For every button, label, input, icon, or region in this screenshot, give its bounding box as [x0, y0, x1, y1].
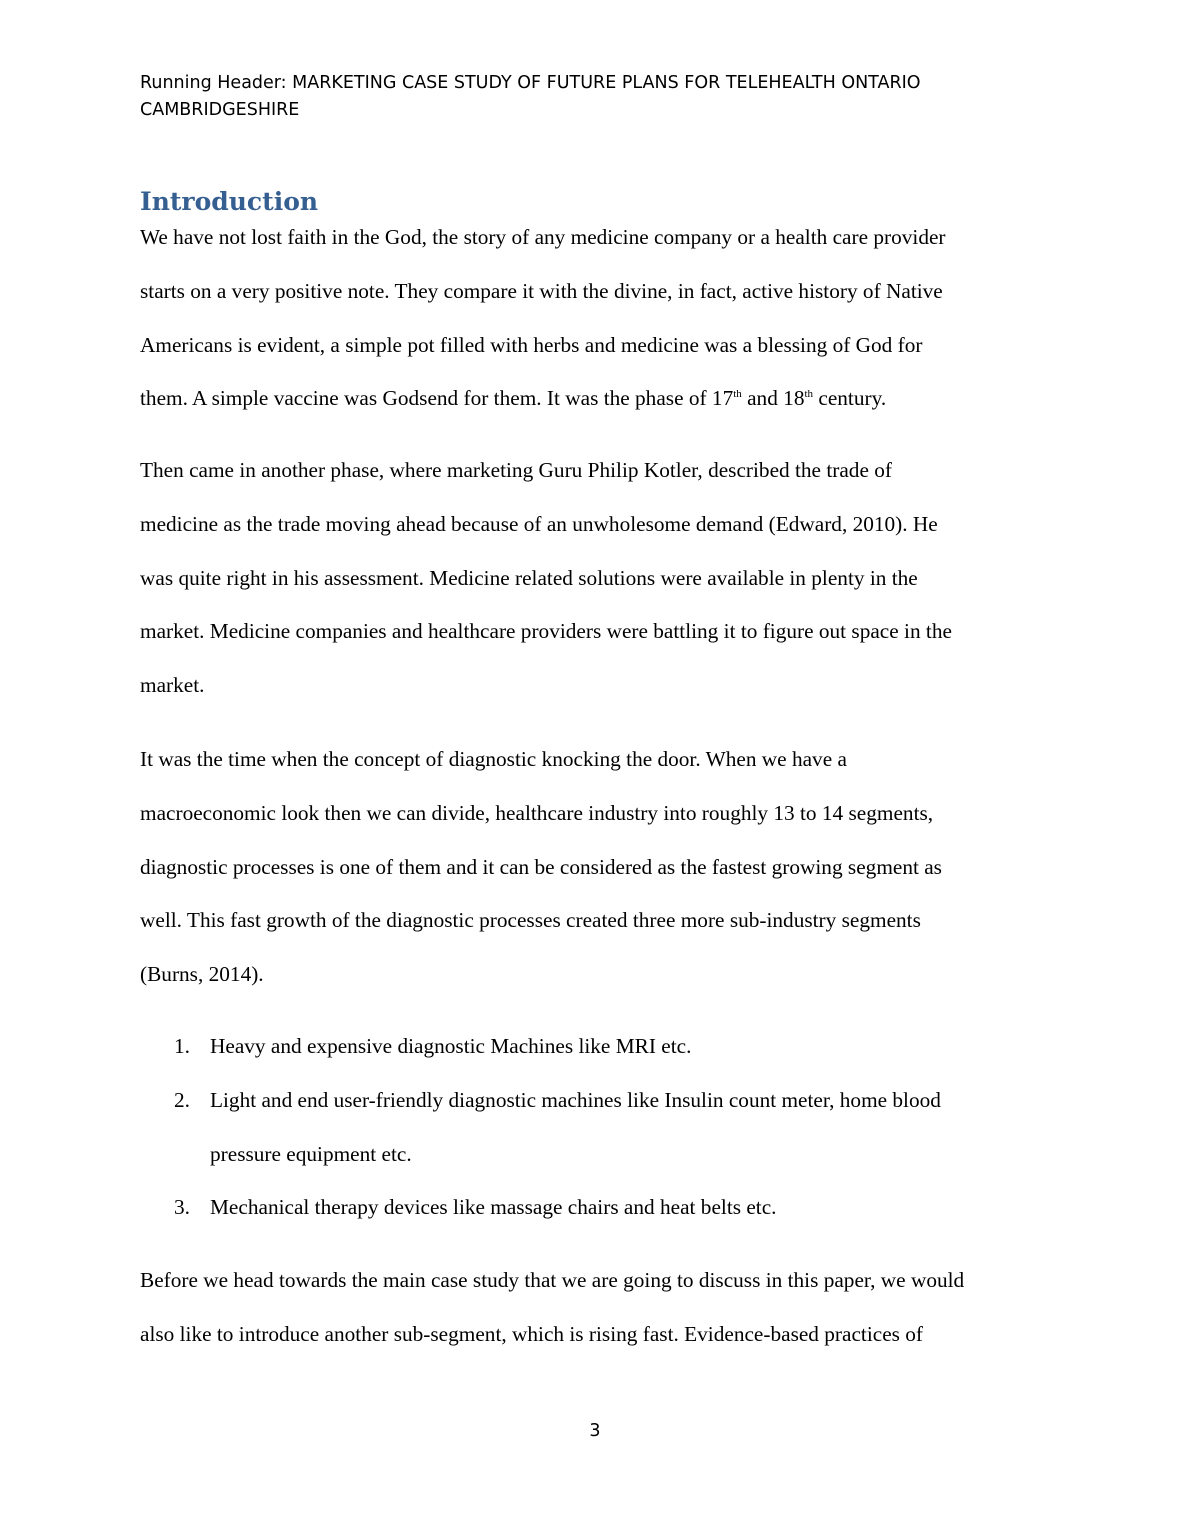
paragraph-3 — [140, 733, 1050, 1002]
paragraph-1-line-2: starts on a very positive note. They compare it with the divine, in fact, active history of Native — [140, 278, 943, 303]
paragraph-2 — [140, 444, 1050, 713]
list-item-line: pressure equipment etc. — [210, 1141, 412, 1166]
list-item-line: Heavy and expensive diagnostic Machines like MRI etc. — [210, 1034, 692, 1058]
paragraph-1-line-4 — [140, 372, 1050, 426]
ordinal-superscript-18th: th — [804, 388, 814, 401]
running-header — [140, 70, 1040, 124]
list-item — [140, 1181, 1050, 1235]
paragraph-3-line: It was the time when the concept of diagnostic knocking the door. When we have a — [140, 747, 847, 771]
running-header-line-1: Running Header: MARKETING CASE STUDY OF FUTURE PLANS FOR TELEHEALTH ONTARIO — [140, 73, 921, 93]
list-item — [140, 1020, 1050, 1074]
paragraph-1-line-3: Americans is evident, a simple pot filled with herbs and medicine was a blessing of God for — [140, 332, 923, 357]
list-item — [140, 1074, 1050, 1182]
paragraph-2-line: market. Medicine companies and healthcare providers were battling it to figure out space in the — [140, 619, 952, 644]
paragraph-2-line: market. — [140, 673, 205, 698]
line-4-text-a: them. A simple vaccine was Godsend for them. It was the phase of 17 — [140, 386, 734, 411]
paragraph-3-line: well. This fast growth of the diagnostic processes created three more sub-industry segments — [140, 908, 921, 933]
list-item-number: 3. — [174, 1195, 190, 1220]
paragraph-4-line: Before we head towards the main case study that we are going to discuss in this paper, we would — [140, 1268, 965, 1292]
paragraph-4 — [140, 1254, 1050, 1362]
page-number: 3 — [589, 1421, 601, 1441]
list-item-number: 1. — [174, 1034, 190, 1058]
list-item-line: Light and end user-friendly diagnostic machines like Insulin count meter, home blood — [210, 1087, 941, 1112]
line-4-text-c: century. — [813, 386, 887, 411]
list-item-line: Mechanical therapy devices like massage chairs and heat belts etc. — [210, 1195, 777, 1220]
section-heading-introduction: Introduction — [140, 187, 319, 216]
segment-list — [140, 1020, 1050, 1235]
paragraph-3-line: macroeconomic look then we can divide, healthcare industry into roughly 13 to 14 segments, — [140, 800, 934, 825]
ordinal-superscript-17th: th — [733, 388, 742, 401]
paragraph-1 — [140, 211, 1050, 426]
paragraph-2-line: was quite right in his assessment. Medicine related solutions were available in plenty in the — [140, 565, 918, 590]
paragraph-2-line: medicine as the trade moving ahead because of an unwholesome demand (Edward, 2010). He — [140, 511, 938, 536]
paragraph-3-line: diagnostic processes is one of them and it can be considered as the fastest growing segment as — [140, 854, 942, 879]
running-header-line-2: CAMBRIDGESHIRE — [140, 100, 300, 120]
paragraph-2-line: Then came in another phase, where marketing Guru Philip Kotler, described the trade of — [140, 458, 892, 482]
paragraph-3-line: (Burns, 2014). — [140, 962, 264, 987]
list-item-number: 2. — [174, 1087, 190, 1112]
line-4-text-b: and 18 — [741, 386, 805, 411]
paragraph-1-line-1: We have not lost faith in the God, the story of any medicine company or a health care provider — [140, 225, 946, 249]
paragraph-4-line: also like to introduce another sub-segment, which is rising fast. Evidence-based practices of — [140, 1321, 924, 1346]
